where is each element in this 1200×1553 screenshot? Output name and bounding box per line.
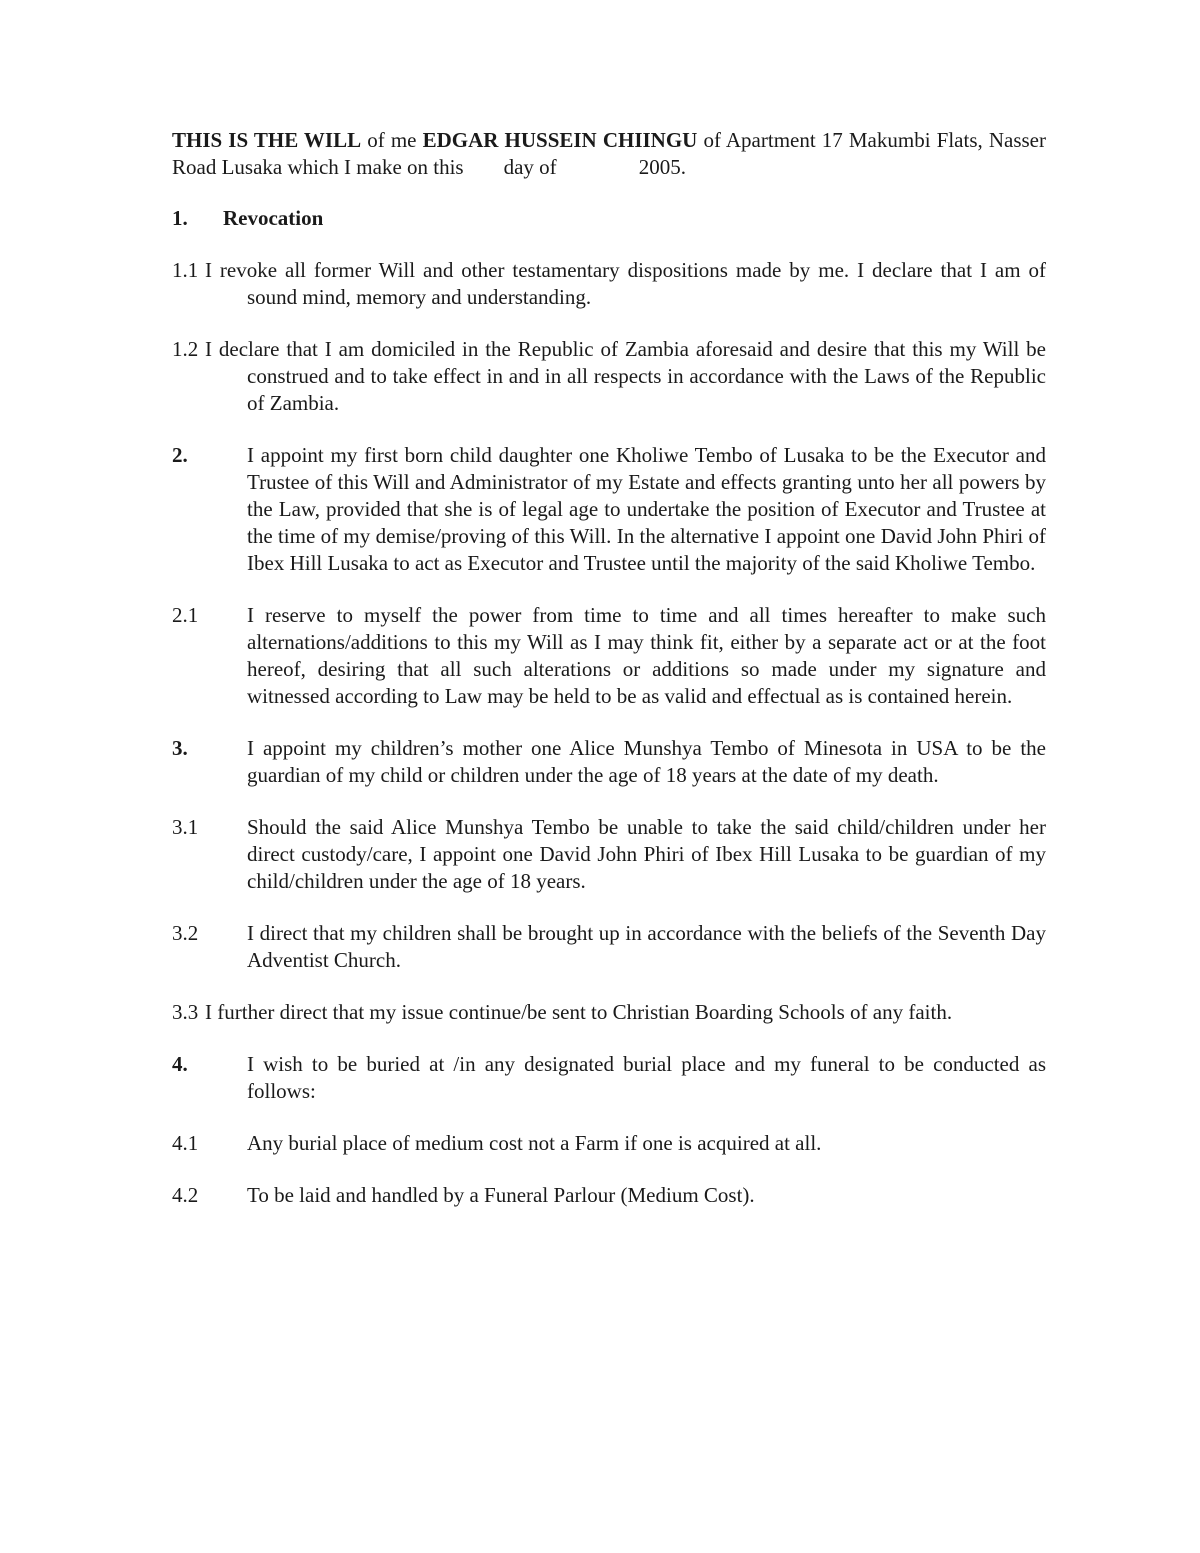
clause-2 bbox=[172, 442, 1046, 577]
clause-text: I wish to be buried at /in any designated burial place and my funeral to be conducted as follows: bbox=[247, 1052, 1046, 1103]
section-title: Revocation bbox=[223, 206, 324, 230]
clause-number: 2. bbox=[172, 443, 188, 467]
clause-2-1 bbox=[172, 602, 1046, 710]
testator-name: EDGAR HUSSEIN CHIINGU bbox=[422, 128, 698, 152]
clause-text: I direct that my children shall be brought up in accordance with the beliefs of the Seventh Day Adventist Church. bbox=[247, 921, 1046, 972]
clause-text: I declare that I am domiciled in the Republic of Zambia aforesaid and desire that this my Will be construed and to take effect in and in all respects in accordance with the Laws of the Republic of Zambia. bbox=[205, 337, 1046, 415]
clause-text: I revoke all former Will and other testamentary dispositions made by me. I declare that I am of sound mind, memory and understanding. bbox=[205, 258, 1046, 309]
clause-text: I reserve to myself the power from time to time and all times hereafter to make such alternations/additions to this my Will as I may think fit, either by a separate act or at the foot hereof, desiring that all such alterations or additions so made under my signature and witnessed according to Law may be held to be as valid and effectual as is contained herein. bbox=[247, 603, 1046, 708]
clause-number: 4. bbox=[172, 1052, 188, 1076]
intro-of-me: of me bbox=[361, 128, 423, 152]
clause-text: I appoint my children’s mother one Alice Munshya Tembo of Minesota in USA to be the guardian of my child or children under the age of 18 years at the date of my death. bbox=[247, 736, 1046, 787]
will-document bbox=[172, 127, 1046, 1234]
intro-year: 2005. bbox=[638, 155, 686, 179]
clause-4-2 bbox=[172, 1182, 1046, 1209]
intro-day-of: day of bbox=[503, 155, 557, 179]
clause-text: To be laid and handled by a Funeral Parlour (Medium Cost). bbox=[247, 1183, 755, 1207]
clause-4 bbox=[172, 1051, 1046, 1105]
clause-3 bbox=[172, 735, 1046, 789]
clause-3-3 bbox=[172, 999, 1046, 1026]
section-heading-revocation bbox=[172, 205, 1046, 232]
intro-address: of Apartment 17 Makumbi Flats, Nasser Road Lusaka which I make on this bbox=[172, 128, 1046, 179]
clause-number: 3.1 bbox=[172, 815, 199, 839]
clause-1-1 bbox=[172, 257, 1046, 311]
clause-number: 2.1 bbox=[172, 603, 199, 627]
clause-text: I further direct that my issue continue/be sent to Christian Boarding Schools of any faith. bbox=[205, 1000, 953, 1024]
clause-number: 1.1 bbox=[172, 258, 199, 282]
clause-text: Should the said Alice Munshya Tembo be unable to take the said child/children under her direct custody/care, I appoint one David John Phiri of Ibex Hill Lusaka to be guardian of my child/children under the age of 18 years. bbox=[247, 815, 1046, 893]
clause-text: I appoint my first born child daughter one Kholiwe Tembo of Lusaka to be the Executor and Trustee of this Will and Administrator of my Estate and effects granting unto her all powers by the Law, provided that she is of legal age to undertake the position of Executor and Trustee at the time of my demise/proving of this Will. In the alternative I appoint one David John Phiri of Ibex Hill Lusaka to act as Executor and Trustee until the majority of the said Kholiwe Tembo. bbox=[247, 443, 1046, 575]
section-number: 1. bbox=[172, 206, 188, 230]
intro-lead: THIS IS THE WILL bbox=[172, 128, 362, 152]
clause-number: 3. bbox=[172, 736, 188, 760]
clause-4-1 bbox=[172, 1130, 1046, 1157]
clause-number: 1.2 bbox=[172, 337, 199, 361]
clause-number: 4.1 bbox=[172, 1131, 199, 1155]
clause-number: 3.3 bbox=[172, 1000, 199, 1024]
will-intro bbox=[172, 127, 1046, 181]
clause-3-2 bbox=[172, 920, 1046, 974]
clause-1-2 bbox=[172, 336, 1046, 417]
clause-text: Any burial place of medium cost not a Farm if one is acquired at all. bbox=[247, 1131, 822, 1155]
clause-3-1 bbox=[172, 814, 1046, 895]
clause-number: 3.2 bbox=[172, 921, 199, 945]
clause-number: 4.2 bbox=[172, 1183, 199, 1207]
